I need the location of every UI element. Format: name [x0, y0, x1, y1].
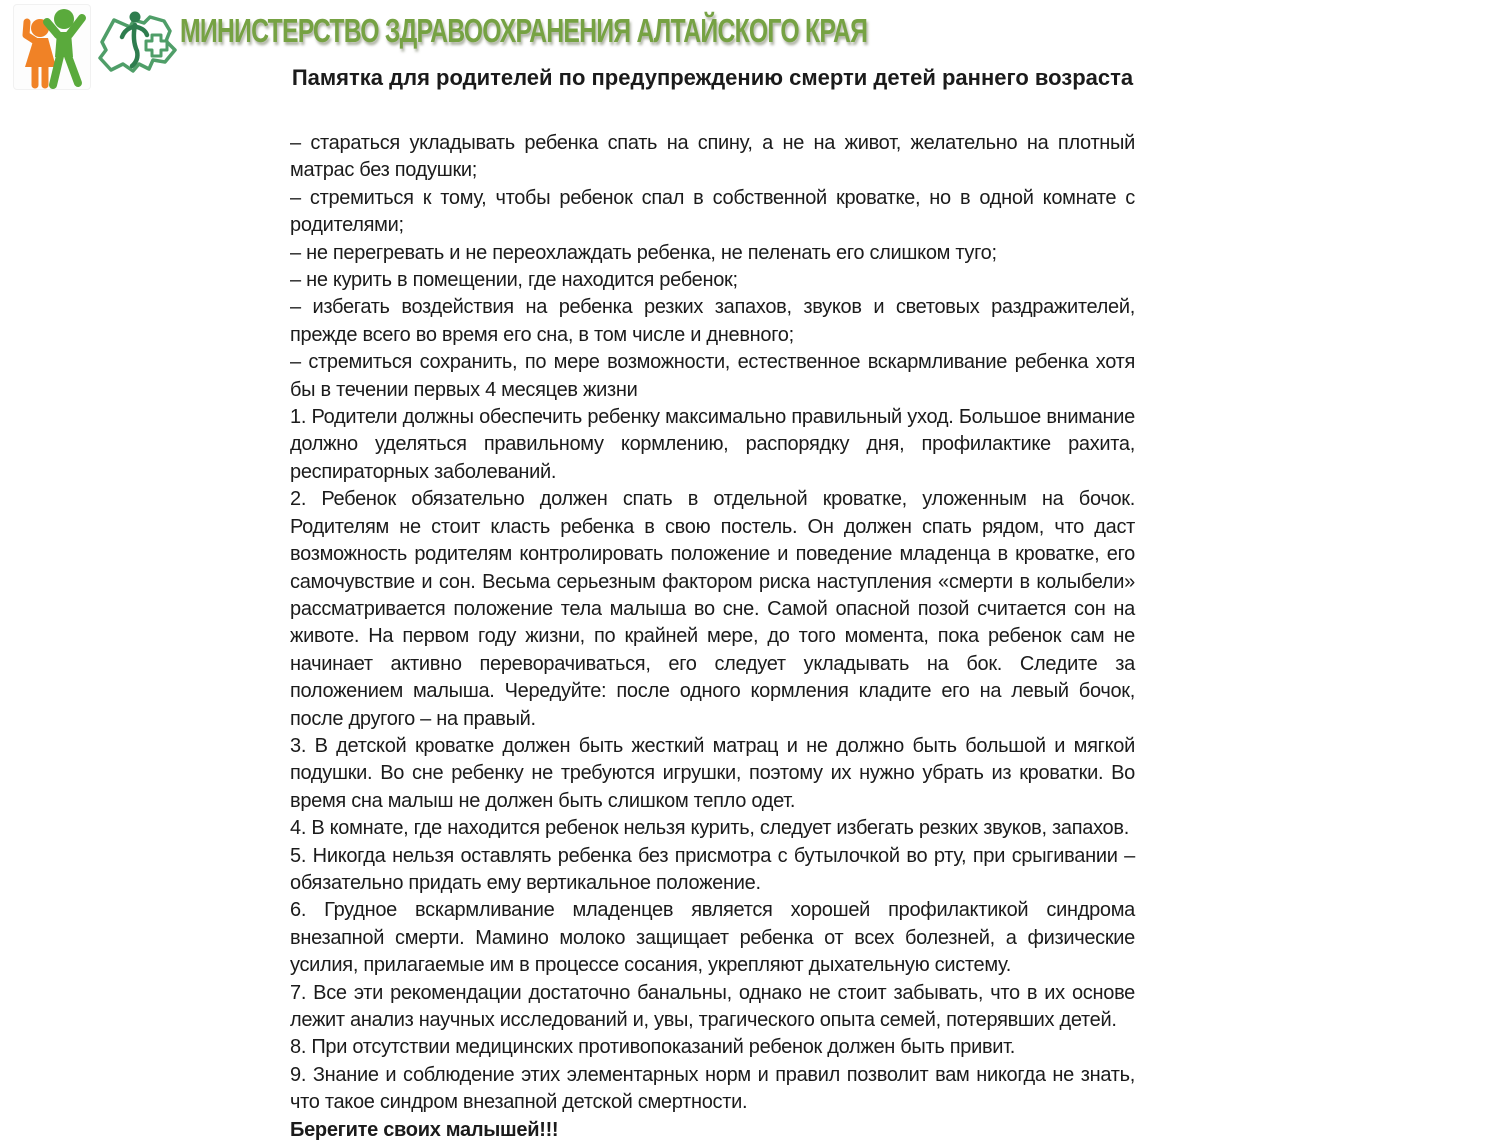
memo-rule: 4. В комнате, где находится ребенок нельзя курить, следует избегать резких звуков, запахов.	[290, 817, 1129, 840]
family-logo	[13, 4, 91, 90]
memo-rule: 3. В детской кроватке должен быть жесткий матрац и не должно быть большой и мягкой подушки. Во сне ребенку не требуются игрушки, поэтому их нужно убрать из кроватки. Во время сна малыш не должен быть слишком тепло одет.	[290, 734, 1135, 812]
memo-guideline: – стремиться к тому, чтобы ребенок спал в собственной кроватке, но в одной комнате с родителями;	[290, 186, 1135, 237]
memo-body	[290, 130, 1135, 1144]
memo-rule: 9. Знание и соблюдение этих элементарных норм и правил позволит вам никогда не знать, что такое синдром внезапной детской смертности.	[290, 1063, 1135, 1114]
memo-guideline: – не перегревать и не переохлаждать ребенка, не пеленать его слишком туго;	[290, 241, 997, 264]
region-logo	[88, 8, 182, 80]
memo-title: Памятка для родителей по предупреждению смерти детей раннего возраста	[291, 65, 1134, 90]
memo-rule: 1. Родители должны обеспечить ребенку максимально правильный уход. Большое внимание должно уделяться правильному кормлению, распорядку дня, профилактике рахита, респираторных заболеваний.	[290, 406, 1135, 483]
memo-rule: 6. Грудное вскармливание младенцев является хорошей профилактикой синдрома внезапной смерти. Мамино молоко защищает ребенка от всех болезней, а физические усилия, прилагаемые им в процессе сосания, укрепляют дыхательную систему.	[290, 899, 1135, 977]
ministry-title: МИНИСТЕРСТВО ЗДРАВООХРАНЕНИЯ АЛТАЙСКОГО КРАЯ	[180, 12, 868, 49]
memo-closing: Берегите своих малышей!!!	[290, 1118, 559, 1141]
altai-krai-map-icon	[88, 8, 182, 80]
memo-guideline: – стремиться сохранить, по мере возможности, естественное вскармливание ребенка хотя бы в течении первых 4 месяцев жизни	[290, 351, 1135, 401]
memo-guideline: – избегать воздействия на ребенка резких запахов, звуков и световых раздражителей, прежде всего во время его сна, в том числе и дневного;	[290, 296, 1135, 346]
family-figures-icon	[14, 5, 90, 89]
memo-guideline: – стараться укладывать ребенка спать на спину, а не на живот, желательно на плотный матрас без подушки;	[290, 132, 1135, 182]
memo-rule: 5. Никогда нельзя оставлять ребенка без присмотра с бутылочкой во рту, при срыгивании – обязательно придать ему вертикальное положение.	[290, 844, 1135, 894]
memo-rule: 7. Все эти рекомендации достаточно банальны, однако не стоит забывать, что в их основе лежит анализ научных исследований и, увы, трагического опыта семей, потерявших детей.	[290, 981, 1135, 1031]
memo-rule: 2. Ребенок обязательно должен спать в отдельной кроватке, уложенным на бочок. Родителям не стоит класть ребенка в свою постель. Он должен спать рядом, что даст возможность родителям контролировать положение и поведение младенца в кроватке, его самочувствие и сон. Весьма серьезным фактором риска наступления «смерти в колыбели» рассматривается положение тела малыша во сне. Самой опасной позой считается сон на животе. На первом году жизни, по крайней мере, до того момента, пока ребенок сам не начинает активно переворачиваться, его следует укладывать на бок. Следите за положением малыша. Чередуйте: после одного кормления кладите его на левый бочок, после другого – на правый.	[290, 488, 1135, 730]
memo-rule: 8. При отсутствии медицинских противопоказаний ребенок должен быть привит.	[290, 1036, 1016, 1059]
memo-guideline: – не курить в помещении, где находится ребенок;	[290, 269, 738, 292]
